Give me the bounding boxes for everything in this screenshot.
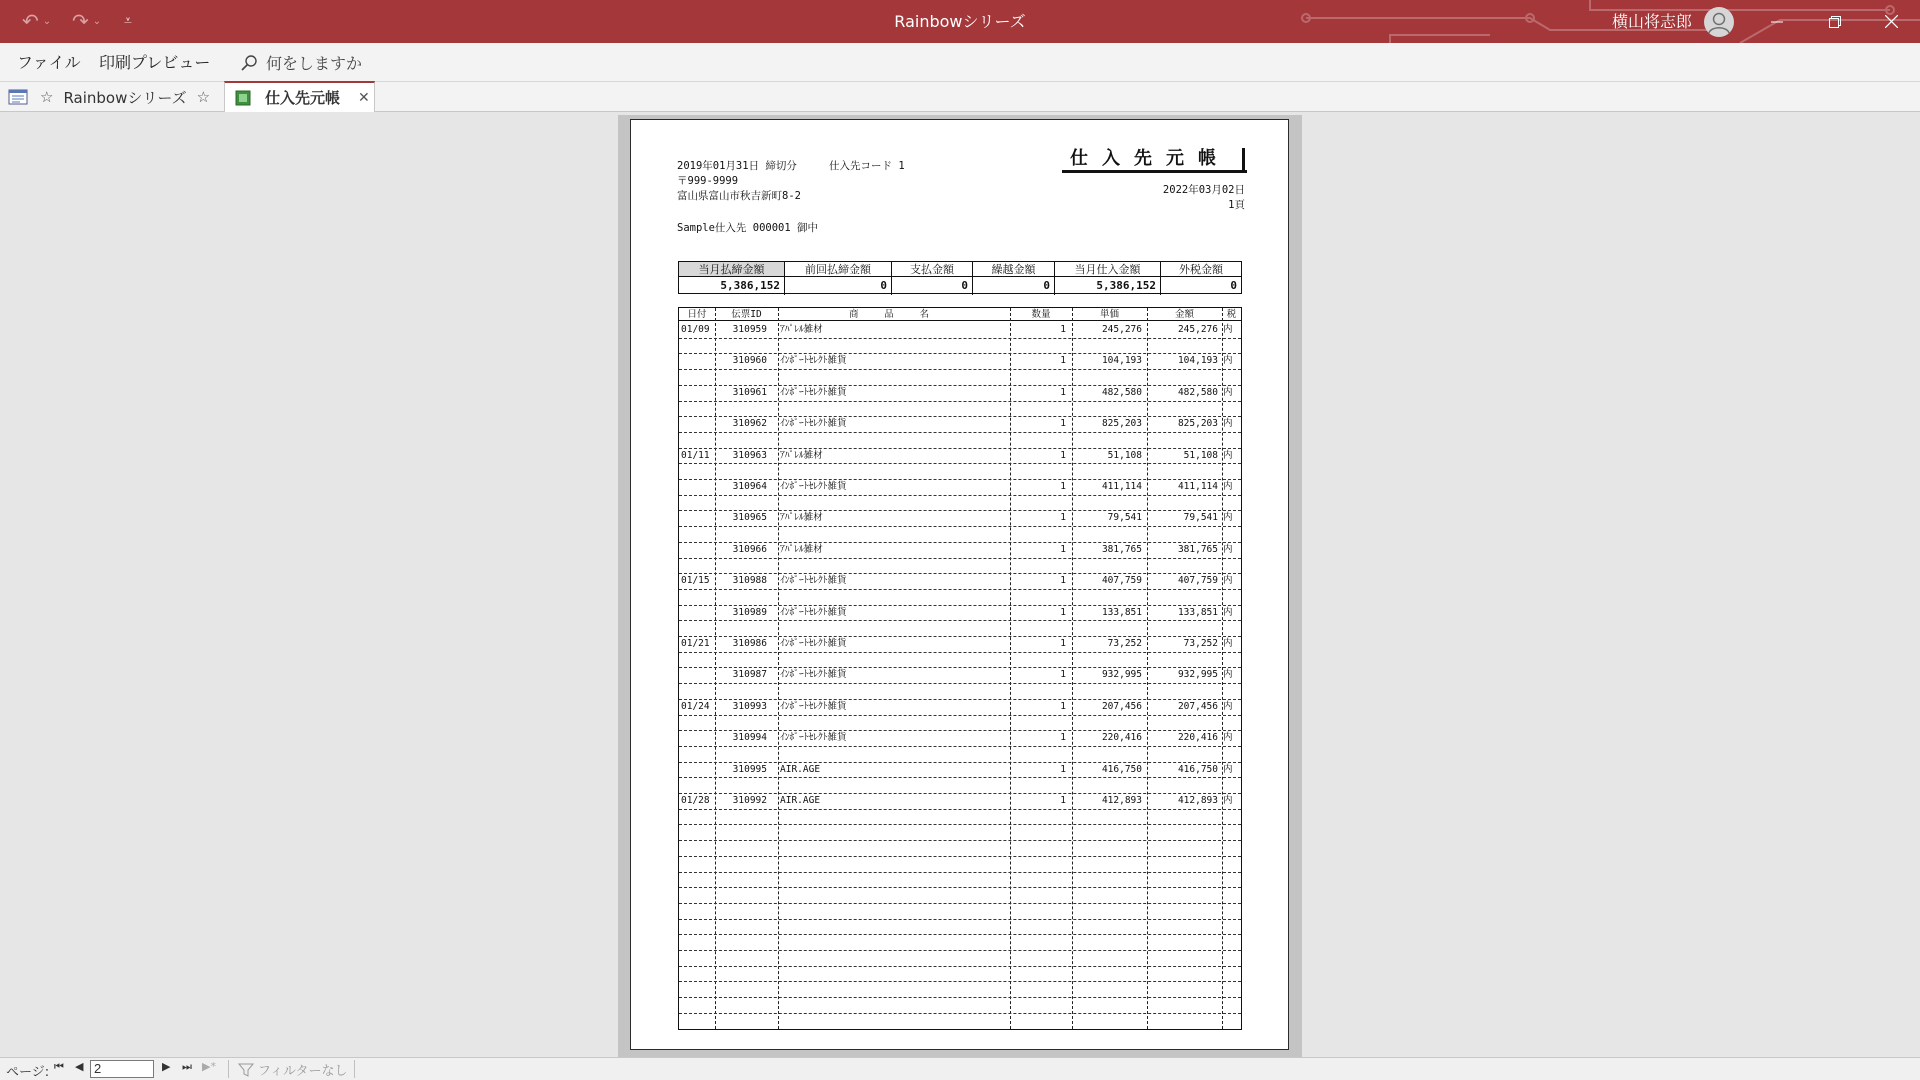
cell-qty: 1 (1060, 386, 1066, 398)
row-rule (679, 385, 1241, 386)
summary-table (678, 261, 1242, 294)
status-divider (354, 1060, 355, 1078)
summary-cell (679, 262, 785, 295)
tell-me-label: 何をしますか (266, 54, 363, 73)
row-rule (679, 715, 1241, 716)
cell-id: 310965 (732, 512, 767, 524)
cell-amount: 133,851 (1177, 606, 1218, 618)
cell-amount: 932,995 (1177, 669, 1218, 681)
row-rule (679, 338, 1241, 339)
cell-qty: 1 (1060, 481, 1066, 492)
cell-price: 825,203 (1101, 418, 1142, 430)
form-icon (8, 88, 28, 106)
report-icon (235, 90, 251, 106)
page-number-input[interactable]: 2 (90, 1060, 154, 1078)
row-rule (679, 809, 1241, 810)
close-icon (1885, 15, 1898, 28)
summary-label: 外税金額 (1161, 262, 1241, 277)
summary-label: 支払金額 (892, 262, 972, 277)
row-rule (679, 824, 1241, 825)
row-rule (679, 730, 1241, 731)
cell-tax: 内 (1223, 418, 1233, 430)
row-rule (679, 558, 1241, 559)
row-rule (679, 777, 1241, 778)
cell-id: 310987 (732, 669, 767, 681)
col-tax-header: 税 (1226, 309, 1237, 320)
cell-id: 310994 (732, 732, 767, 744)
cell-amount: 51,108 (1183, 449, 1218, 461)
col-voucher-header: 伝票ID (731, 309, 762, 320)
cell-product: ｱﾊﾟﾚﾙ雑材 (780, 512, 823, 524)
cell-id: 310960 (732, 355, 767, 367)
cell-price: 133,851 (1101, 606, 1142, 618)
next-page-button[interactable]: ▶ (162, 1060, 171, 1073)
star-icon: ☆ (196, 88, 211, 106)
cell-product: AIR.AGE (780, 763, 821, 775)
status-divider (228, 1060, 229, 1078)
cell-qty: 1 (1060, 732, 1066, 744)
cell-price: 932,995 (1101, 669, 1142, 681)
cell-date: 01/09 (681, 324, 710, 335)
cell-price: 51,108 (1107, 449, 1142, 461)
row-rule (679, 903, 1241, 904)
recipient: Sample仕入先 000001 御中 (677, 222, 819, 234)
row-rule (679, 919, 1241, 920)
summary-cell (785, 262, 892, 295)
cell-amount: 207,456 (1177, 700, 1218, 712)
row-rule (679, 840, 1241, 841)
row-rule (679, 401, 1241, 402)
minimize-icon (1771, 16, 1783, 28)
close-tab-icon[interactable]: ✕ (358, 89, 370, 106)
cell-qty: 1 (1060, 669, 1066, 681)
row-rule (679, 510, 1241, 511)
cell-tax: 内 (1223, 669, 1233, 681)
row-rule (679, 448, 1241, 449)
col-product-header: 商 品 名 (849, 309, 939, 320)
row-rule (679, 746, 1241, 747)
print-preview-area[interactable] (0, 112, 1920, 1057)
chevron-down-icon: ⌄ (42, 15, 52, 27)
cell-qty: 1 (1060, 449, 1066, 461)
cell-id: 310992 (732, 795, 767, 806)
tab-file[interactable]: ファイル (17, 53, 81, 72)
cell-id: 310993 (732, 700, 767, 712)
cell-product: ｱﾊﾟﾚﾙ雑材 (780, 324, 823, 335)
row-rule (679, 872, 1241, 873)
cell-amount: 245,276 (1177, 324, 1218, 335)
tab-report[interactable] (224, 81, 375, 112)
cell-price: 73,252 (1107, 638, 1142, 649)
cell-product: ｲﾝﾎﾟｰﾄｾﾚｸﾄ雑貨 (780, 638, 847, 649)
cell-product: ｲﾝﾎﾟｰﾄｾﾚｸﾄ雑貨 (780, 606, 847, 618)
cell-qty: 1 (1060, 575, 1066, 587)
cell-date: 01/15 (681, 575, 710, 587)
row-rule (679, 667, 1241, 668)
cell-amount: 411,114 (1177, 481, 1218, 492)
filter-label: フィルターなし (258, 1064, 348, 1079)
row-rule (679, 432, 1241, 433)
row-rule (679, 416, 1241, 417)
cell-qty: 1 (1060, 324, 1066, 335)
row-rule (679, 699, 1241, 700)
cell-qty: 1 (1060, 638, 1066, 649)
row-rule (679, 479, 1241, 480)
col-price-header: 単価 (1099, 309, 1119, 320)
cell-tax: 内 (1223, 324, 1233, 335)
summary-value: 5,386,152 (720, 279, 780, 292)
cell-price: 482,580 (1101, 386, 1142, 398)
avatar[interactable] (1704, 7, 1734, 37)
row-rule (679, 589, 1241, 590)
row-rule (679, 573, 1241, 574)
window-title: Rainbowシリーズ (894, 12, 1026, 31)
tab-nav-label: Rainbowシリーズ (63, 88, 187, 107)
summary-value: 0 (961, 279, 968, 292)
postal-code: 〒999-9999 (677, 175, 739, 187)
supplier-code: 仕入先コード 1 (829, 160, 905, 172)
cell-price: 79,541 (1107, 512, 1142, 524)
cell-product: ｲﾝﾎﾟｰﾄｾﾚｸﾄ雑貨 (780, 355, 847, 367)
cell-price: 416,750 (1101, 763, 1142, 775)
close-button[interactable] (1862, 0, 1920, 43)
cell-id: 310989 (732, 606, 767, 618)
row-rule (679, 605, 1241, 606)
summary-label: 当月払締金額 (679, 262, 784, 277)
cell-price: 407,759 (1101, 575, 1142, 587)
ledger-header (679, 308, 1241, 321)
report-title: 仕入先元帳 (1058, 148, 1245, 170)
page-number: 1頁 (1228, 199, 1245, 211)
cell-tax: 内 (1223, 700, 1233, 712)
minimize-button[interactable] (1748, 0, 1806, 43)
summary-label: 当月仕入金額 (1055, 262, 1160, 277)
cell-product: ｱﾊﾟﾚﾙ雑材 (780, 543, 823, 555)
first-page-button[interactable]: ⏮ (54, 1060, 64, 1073)
cell-tax: 内 (1223, 355, 1233, 367)
cell-product: ｲﾝﾎﾟｰﾄｾﾚｸﾄ雑貨 (780, 481, 847, 492)
cell-qty: 1 (1060, 795, 1066, 806)
filter-icon (238, 1063, 254, 1077)
cell-amount: 381,765 (1177, 543, 1218, 555)
cell-qty: 1 (1060, 418, 1066, 430)
summary-value: 0 (1043, 279, 1050, 292)
row-rule (679, 856, 1241, 857)
cell-amount: 825,203 (1177, 418, 1218, 430)
summary-cell (973, 262, 1055, 295)
cell-product: ｲﾝﾎﾟｰﾄｾﾚｸﾄ雑貨 (780, 669, 847, 681)
cell-product: ｲﾝﾎﾟｰﾄｾﾚｸﾄ雑貨 (780, 418, 847, 430)
cell-qty: 1 (1060, 512, 1066, 524)
row-rule (679, 793, 1241, 794)
user-icon (1704, 7, 1734, 37)
filter-status[interactable] (238, 1060, 347, 1079)
cell-qty: 1 (1060, 606, 1066, 618)
cell-qty: 1 (1060, 700, 1066, 712)
cell-tax: 内 (1223, 386, 1233, 398)
cell-tax: 内 (1223, 543, 1233, 555)
cell-tax: 内 (1223, 795, 1233, 806)
cell-amount: 407,759 (1177, 575, 1218, 587)
restore-icon (1829, 16, 1841, 28)
cell-id: 310961 (732, 386, 767, 398)
cell-product: ｲﾝﾎﾟｰﾄｾﾚｸﾄ雑貨 (780, 700, 847, 712)
cell-id: 310963 (732, 449, 767, 461)
tell-me-search[interactable] (240, 43, 362, 82)
cell-amount: 482,580 (1177, 386, 1218, 398)
row-rule (679, 887, 1241, 888)
col-date-header: 日付 (687, 309, 707, 320)
cell-qty: 1 (1060, 543, 1066, 555)
ribbon-tabs (0, 43, 1920, 82)
cell-id: 310959 (732, 324, 767, 335)
summary-label: 前回払締金額 (785, 262, 891, 277)
closing-date: 2019年01月31日 締切分 (677, 160, 797, 172)
cell-tax: 内 (1223, 606, 1233, 618)
cell-tax: 内 (1223, 481, 1233, 492)
cell-price: 412,893 (1101, 795, 1142, 806)
summary-cell (892, 262, 973, 295)
last-page-button[interactable]: ⏭ (182, 1060, 192, 1073)
row-rule (679, 495, 1241, 496)
cell-product: ｲﾝﾎﾟｰﾄｾﾚｸﾄ雑貨 (780, 732, 847, 744)
cell-tax: 内 (1223, 638, 1233, 649)
cell-id: 310995 (732, 763, 767, 775)
cell-amount: 220,416 (1177, 732, 1218, 744)
ledger-table (678, 307, 1242, 1030)
cell-tax: 内 (1223, 763, 1233, 775)
cell-amount: 73,252 (1183, 638, 1218, 649)
summary-value: 0 (1230, 279, 1237, 292)
col-amount-header: 金額 (1174, 309, 1194, 320)
prev-page-button[interactable]: ◀ (75, 1060, 84, 1073)
cell-product: AIR.AGE (780, 795, 821, 806)
cell-price: 104,193 (1101, 355, 1142, 367)
title-underline (1062, 170, 1247, 173)
restore-button[interactable] (1806, 0, 1864, 43)
row-rule (679, 353, 1241, 354)
cell-price: 207,456 (1101, 700, 1142, 712)
cell-qty: 1 (1060, 763, 1066, 775)
row-rule (679, 1013, 1241, 1014)
summary-cell (1055, 262, 1161, 295)
report-page (630, 119, 1289, 1050)
undo-icon: ↶ (22, 9, 39, 33)
title-bar (0, 0, 1920, 43)
row-rule (679, 997, 1241, 998)
redo-icon: ↷ (72, 9, 89, 33)
cell-amount: 416,750 (1177, 763, 1218, 775)
cell-id: 310966 (732, 543, 767, 555)
document-tabs (0, 82, 1920, 112)
row-rule (679, 369, 1241, 370)
cell-price: 220,416 (1101, 732, 1142, 744)
page-nav-label: ページ: (6, 1065, 50, 1080)
cell-id: 310988 (732, 575, 767, 587)
cell-date: 01/11 (681, 449, 710, 461)
cell-date: 01/21 (681, 638, 710, 649)
cell-price: 381,765 (1101, 543, 1142, 555)
issue-date: 2022年03月02日 (1162, 184, 1245, 196)
cell-tax: 内 (1223, 732, 1233, 744)
search-icon (240, 54, 258, 72)
row-rule (679, 526, 1241, 527)
cell-price: 411,114 (1101, 481, 1142, 492)
cell-date: 01/28 (681, 795, 710, 806)
address: 富山県富山市秋吉新町8-2 (677, 190, 801, 202)
row-rule (679, 463, 1241, 464)
chevron-down-icon: ⌄ (92, 15, 102, 27)
status-bar (0, 1057, 1920, 1080)
row-rule (679, 652, 1241, 653)
customize-icon: ⩡ (124, 13, 132, 29)
cell-id: 310986 (732, 638, 767, 649)
row-rule (679, 542, 1241, 543)
summary-value: 5,386,152 (1096, 279, 1156, 292)
cell-amount: 79,541 (1183, 512, 1218, 524)
row-rule (679, 636, 1241, 637)
summary-label: 繰越金額 (973, 262, 1054, 277)
cell-tax: 内 (1223, 449, 1233, 461)
tab-report-label: 仕入先元帳 (265, 89, 341, 107)
star-icon: ☆ (40, 88, 54, 106)
cell-qty: 1 (1060, 355, 1066, 367)
cell-id: 310964 (732, 481, 767, 492)
cell-tax: 内 (1223, 575, 1233, 587)
cell-amount: 104,193 (1177, 355, 1218, 367)
user-name[interactable]: 横山将志郎 (1612, 12, 1693, 31)
row-rule (679, 950, 1241, 951)
cell-date: 01/24 (681, 700, 710, 712)
summary-value: 0 (880, 279, 887, 292)
cell-product: ｱﾊﾟﾚﾙ雑材 (780, 449, 823, 461)
cell-tax: 内 (1223, 512, 1233, 524)
row-rule (679, 683, 1241, 684)
row-rule (679, 966, 1241, 967)
cell-amount: 412,893 (1177, 795, 1218, 806)
tab-print-preview[interactable]: 印刷プレビュー (99, 53, 211, 72)
row-rule (679, 620, 1241, 621)
summary-cell (1161, 262, 1241, 295)
row-rule (679, 981, 1241, 982)
new-record-button[interactable]: ▶* (202, 1060, 216, 1073)
cell-price: 245,276 (1101, 324, 1142, 335)
row-rule (679, 934, 1241, 935)
cell-product: ｲﾝﾎﾟｰﾄｾﾚｸﾄ雑貨 (780, 575, 847, 587)
col-qty-header: 数量 (1031, 309, 1051, 320)
row-rule (679, 762, 1241, 763)
cell-product: ｲﾝﾎﾟｰﾄｾﾚｸﾄ雑貨 (780, 386, 847, 398)
cell-id: 310962 (732, 418, 767, 430)
tab-navigation-pane[interactable] (0, 82, 222, 112)
